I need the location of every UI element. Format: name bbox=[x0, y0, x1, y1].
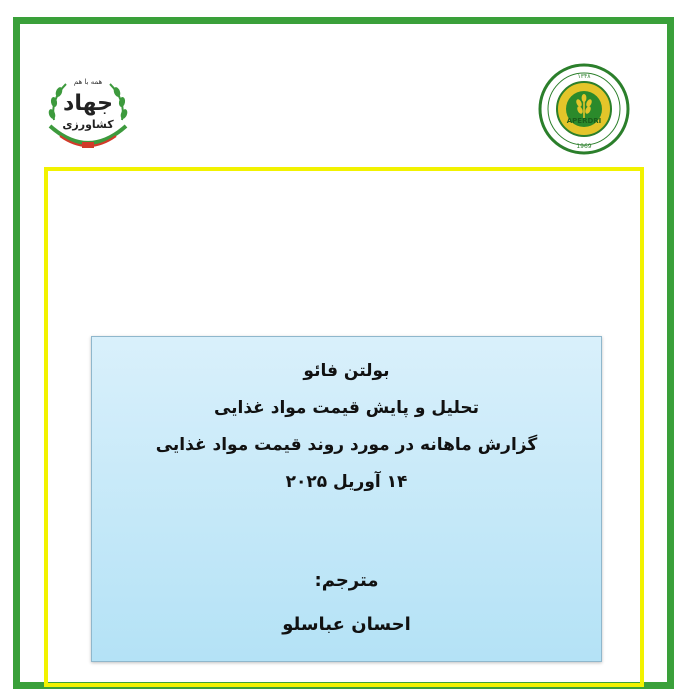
logo-sub-text: کشاورزی bbox=[62, 118, 114, 131]
bulletin-subtitle: تحلیل و پایش قیمت مواد غذایی bbox=[213, 398, 480, 418]
logo-year-en: 1969 bbox=[576, 143, 592, 150]
jahad-keshavarzi-logo bbox=[40, 70, 136, 158]
report-description: گزارش ماهانه در مورد روند قیمت مواد غذایی bbox=[155, 435, 538, 455]
logo-main-text: جهاد bbox=[63, 91, 113, 116]
logo-acronym: APERDRI bbox=[566, 117, 602, 125]
translator-name: احسان عباسلو bbox=[282, 614, 411, 635]
logo-caption: همه با هم bbox=[73, 78, 103, 86]
translator-label: مترجم: bbox=[314, 570, 379, 591]
logo-year-fa: ۱۳۴۸ bbox=[577, 73, 591, 80]
report-date: ۱۴ آوریل ۲۰۲۵ bbox=[285, 472, 408, 492]
bulletin-name: بولتن فائو bbox=[303, 361, 390, 381]
aperdri-logo bbox=[528, 62, 640, 156]
title-box bbox=[91, 336, 602, 662]
